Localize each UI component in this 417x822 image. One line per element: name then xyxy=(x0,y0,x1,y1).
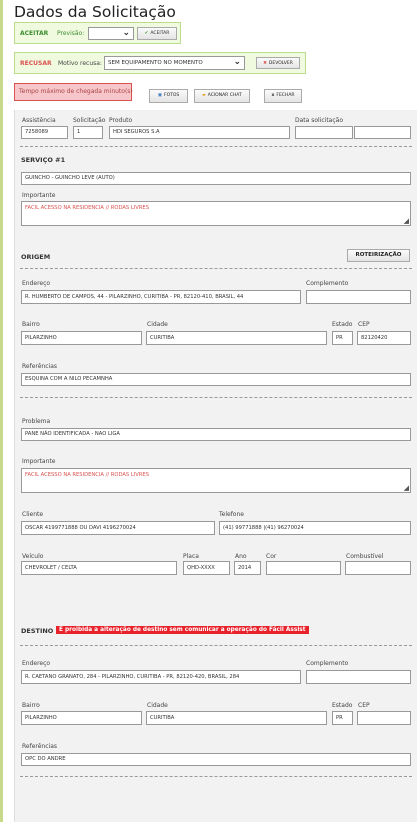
open-chat-button[interactable]: ▰ ACIONAR CHAT xyxy=(194,89,250,103)
origin-state-field[interactable]: PR xyxy=(332,331,353,345)
request-time-field[interactable] xyxy=(354,126,411,139)
forecast-select[interactable] xyxy=(88,27,134,40)
fuel-label: Combustível xyxy=(346,553,384,560)
origin-references-field[interactable]: ESQUINA COM A NILO PECAMNHA xyxy=(21,373,411,386)
close-button[interactable]: x FECHAR xyxy=(264,89,302,103)
destination-district-field[interactable]: PILARZINHO xyxy=(21,711,142,725)
vehicle-field[interactable]: CHEVROLET / CELTA xyxy=(21,561,177,575)
problem-important-label: Importante xyxy=(22,458,56,465)
color-field[interactable] xyxy=(266,561,341,575)
assistance-field[interactable]: 7258089 xyxy=(21,126,68,139)
request-number-field[interactable]: 1 xyxy=(73,126,103,139)
year-field[interactable]: 2014 xyxy=(234,561,261,575)
origin-address-field[interactable]: R. HUMBERTO DE CAMPOS, 44 - PILARZINHO, CURITIBA - PR, 82120-410, BRASIL, 44 xyxy=(21,290,301,304)
routing-button[interactable]: ROTEIRIZAÇÃO xyxy=(347,249,410,262)
chevron-down-icon: ⌄ xyxy=(122,28,130,38)
photos-button[interactable]: ▣ FOTOS xyxy=(149,89,188,103)
origin-city-label: Cidade xyxy=(147,321,168,328)
divider xyxy=(20,776,412,777)
product-field[interactable]: HDI SEGUROS S.A xyxy=(109,126,290,139)
request-date-label: Data solicitação xyxy=(295,117,344,124)
divider xyxy=(20,268,412,269)
plate-field[interactable]: QHD-XXXX xyxy=(183,561,230,575)
destination-title: DESTINO xyxy=(21,627,54,635)
chat-icon: ▰ xyxy=(202,93,206,98)
check-icon: ✔ xyxy=(144,31,149,36)
refuse-reason-label: Motivo recusa: xyxy=(58,60,102,67)
origin-zip-field[interactable]: 82120420 xyxy=(357,331,411,345)
origin-state-label: Estado xyxy=(332,321,353,328)
destination-zip-label: CEP xyxy=(358,702,370,709)
request-date-field[interactable] xyxy=(295,126,353,139)
origin-references-label: Referências xyxy=(22,363,57,370)
destination-address-field[interactable]: R. CAETANO GRANATO, 284 - PILARZINHO, CURITIBA - PR, 82120-420, BRASIL, 284 xyxy=(21,670,301,684)
origin-zip-label: CEP xyxy=(358,321,370,328)
origin-address-label: Endereço xyxy=(22,280,51,287)
origin-city-field[interactable]: CURITIBA xyxy=(146,331,327,345)
destination-references-field[interactable]: OPC DO ANDRE xyxy=(21,753,411,766)
destination-complement-field[interactable] xyxy=(306,670,411,684)
accept-label: ACEITAR xyxy=(20,30,49,37)
important-label: Importante xyxy=(22,192,56,199)
plate-label: Placa xyxy=(183,553,199,560)
phone-field[interactable]: (41) 99771888 |(41) 96270024 xyxy=(219,521,411,535)
problem-label: Problema xyxy=(22,418,51,425)
left-accent-bar xyxy=(0,0,3,822)
problem-important-textarea[interactable]: FACIL ACESSO NA RESIDENCIA // RODAS LIVRES ◢ xyxy=(21,468,411,493)
destination-references-label: Referências xyxy=(22,743,57,750)
photo-icon: ▣ xyxy=(157,93,162,98)
close-icon: x xyxy=(271,93,275,98)
destination-city-label: Cidade xyxy=(147,702,168,709)
product-label: Produto xyxy=(109,117,133,124)
x-icon: ✖ xyxy=(263,61,267,66)
destination-city-field[interactable]: CURITIBA xyxy=(146,711,327,725)
divider xyxy=(20,645,412,646)
year-label: Ano xyxy=(235,553,247,560)
divider xyxy=(20,397,412,398)
origin-title: ORIGEM xyxy=(21,253,51,261)
destination-complement-label: Complemento xyxy=(306,660,349,667)
destination-zip-field[interactable] xyxy=(357,711,411,725)
client-field[interactable]: OSCAR 4199771888 OU DAVI 4196270024 xyxy=(21,521,215,535)
assistance-label: Assistência xyxy=(22,117,56,124)
divider xyxy=(20,146,412,147)
resize-grip-icon[interactable]: ◢ xyxy=(403,484,409,492)
chevron-down-icon: ⌄ xyxy=(233,57,241,67)
refuse-label: RECUSAR xyxy=(20,60,52,67)
problem-field[interactable]: PANE NÃO IDENTIFICADA - NAO LIGA xyxy=(21,428,411,441)
origin-district-field[interactable]: PILARZINHO xyxy=(21,331,142,345)
service-title: SERVIÇO #1 xyxy=(21,156,66,164)
destination-state-field[interactable]: PR xyxy=(332,711,353,725)
arrival-time-warning: Tempo máximo de chegada minuto(s) xyxy=(14,83,132,101)
origin-district-label: Bairro xyxy=(22,321,40,328)
service-important-textarea[interactable]: FACIL ACESSO NA RESIDENCIA // RODAS LIVRES ◢ xyxy=(21,201,411,226)
color-label: Cor xyxy=(266,553,277,560)
fuel-field[interactable] xyxy=(345,561,411,575)
client-label: Cliente xyxy=(22,511,44,518)
destination-alert: É proibida a alteração de destino sem comunicar a operação do Fácil Assist xyxy=(56,626,309,634)
request-label: Solicitação xyxy=(73,117,106,124)
destination-address-label: Endereço xyxy=(22,660,51,667)
return-button[interactable]: ✖ DEVOLVER xyxy=(256,57,300,69)
destination-state-label: Estado xyxy=(332,702,353,709)
forecast-label: Previsão: xyxy=(57,30,85,37)
destination-district-label: Bairro xyxy=(22,702,40,709)
service-type-field[interactable]: GUINCHO - GUINCHO LEVE (AUTO) xyxy=(21,172,411,185)
origin-complement-label: Complemento xyxy=(306,280,349,287)
refuse-reason-select[interactable]: SEM EQUIPAMENTO NO MOMENTO ⌄ xyxy=(104,56,245,70)
resize-grip-icon[interactable]: ◢ xyxy=(403,217,409,225)
phone-label: Telefone xyxy=(219,511,244,518)
accept-button[interactable]: ✔ ACEITAR xyxy=(137,27,177,40)
origin-complement-field[interactable] xyxy=(306,290,411,304)
vehicle-label: Veículo xyxy=(22,553,44,560)
page-title: Dados da Solicitação xyxy=(14,3,176,21)
